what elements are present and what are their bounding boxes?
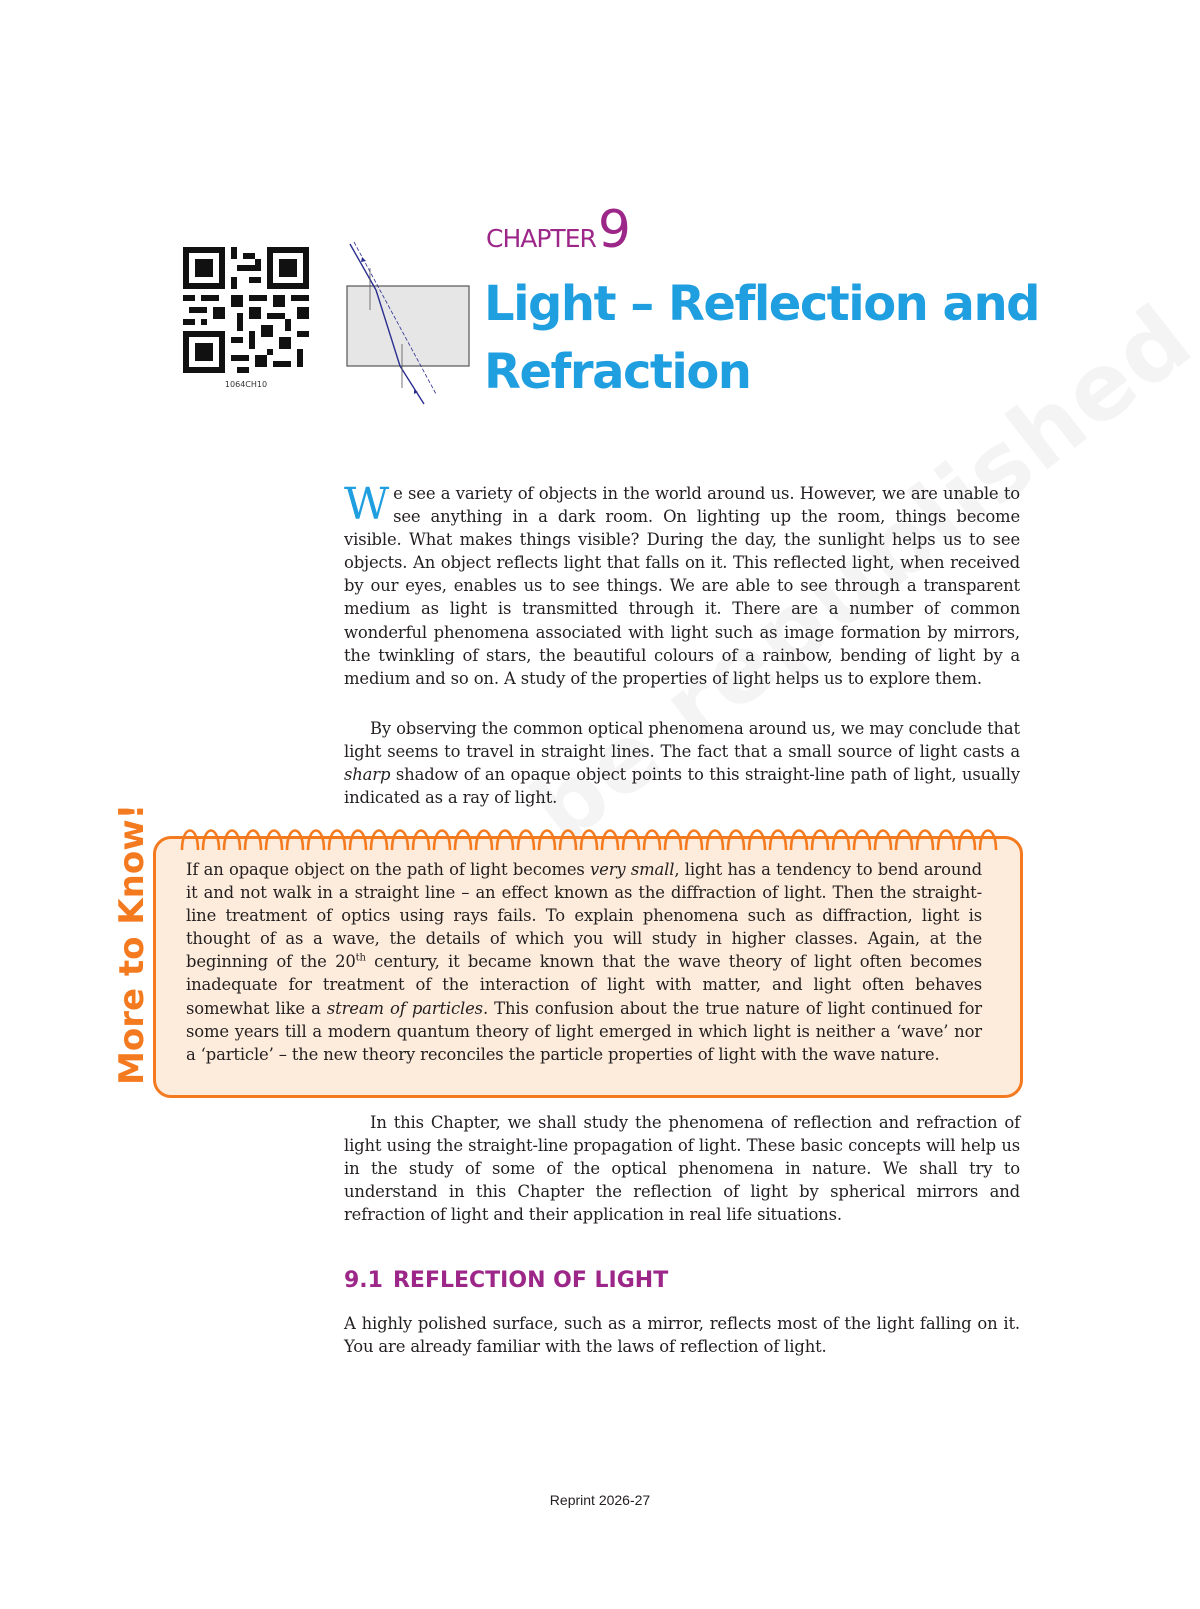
spiral-binding-decoration	[178, 820, 998, 854]
more-to-know-label: More to Know!	[112, 803, 152, 1085]
drop-cap: W	[344, 479, 390, 530]
glass-slab-refraction-illustration	[340, 240, 480, 410]
section-title: REFLECTION OF LIGHT	[392, 1268, 669, 1293]
more-to-know-text	[186, 858, 982, 1066]
chapter-overview-paragraph: In this Chapter, we shall study the phenomena of reflection and refraction of light using the straight-line propagation of light. These basic concepts will help us in the study of some of the optical phenomena in nature. We shall try to understand in this Chapter the reflection of light by spherical mirrors and refraction of light and their application in real life situations.	[344, 1113, 1020, 1225]
section-heading	[344, 1268, 668, 1293]
intro-paragraph-1-text: e see a variety of objects in the world around us. However, we are unable to see anything in a dark room. On lighting up the room, things become visible. What makes things visible? During the day, the sunlight helps us to see objects. An object reflects light that falls on it. This reflected light, when received by our eyes, enables us to see things. We are able to see through a transparent medium as light is transmitted through it. There are a number of common wonderful phenomena associated with light such as image formation by mirrors, the twinkling of stars, the beautiful colours of a rainbow, bending of light by a medium and so on. A study of the properties of light helps us to explore them.	[344, 484, 1020, 688]
chapter-title	[484, 270, 1044, 406]
chapter-label: CHAPTER	[486, 224, 596, 253]
qr-code-icon[interactable]	[183, 247, 309, 373]
intro-paragraph-1	[344, 479, 1020, 690]
chapter-title-line1: Light – Reflection and	[484, 276, 1039, 332]
box-emphasis-1: very small	[590, 860, 675, 879]
box-text-4: . This confusion about the true nature of light continued for some years till a modern quantum theory of light emerged in which light is neither a ‘wave’ nor a ‘particle’ – the new theory reconciles the particle properties of light with the wave nature.	[186, 998, 982, 1064]
section-paragraph-1: A highly polished surface, such as a mirror, reflects most of the light falling on it. You are already familiar with the laws of reflection of light.	[344, 1314, 1020, 1357]
box-text-2: , light has a tendency to bend around it and not walk in a straight line – an effect known as the diffraction of light. Then the straight-line treatment of optics using rays fails. To explain phenomena such as diffraction, light is thought of as a wave, the details of which you will study in higher classes. Again, at the beginning of the 20	[186, 860, 982, 972]
section-number: 9.1	[344, 1268, 383, 1293]
intro-paragraph-2-text-b: shadow of an opaque object points to this straight-line path of light, usually indicated as a ray of light.	[344, 765, 1020, 808]
chapter-number: 9	[597, 200, 631, 260]
intro-paragraph-2-text-a: By observing the common optical phenomena around us, we may conclude that light seems to travel in straight lines. The fact that a small source of light casts a	[344, 719, 1020, 762]
box-emphasis-2: stream of particles	[326, 998, 483, 1018]
qr-code-label: 1064CH10	[224, 380, 268, 389]
box-text-1: If an opaque object on the path of light becomes	[186, 860, 591, 879]
box-superscript: th	[355, 952, 366, 964]
chapter-title-line2: Refraction	[484, 344, 751, 400]
reprint-footer: Reprint 2026-27	[549, 1492, 651, 1508]
box-text-3: century, it became known that the wave theory of light often becomes inadequate for treatment of the interaction of light with matter, and light often behaves somewhat like a	[186, 952, 983, 1018]
intro-paragraph-2-emphasis: sharp	[344, 765, 391, 785]
chapter-heading	[486, 200, 631, 280]
intro-paragraph-2	[344, 717, 1020, 809]
